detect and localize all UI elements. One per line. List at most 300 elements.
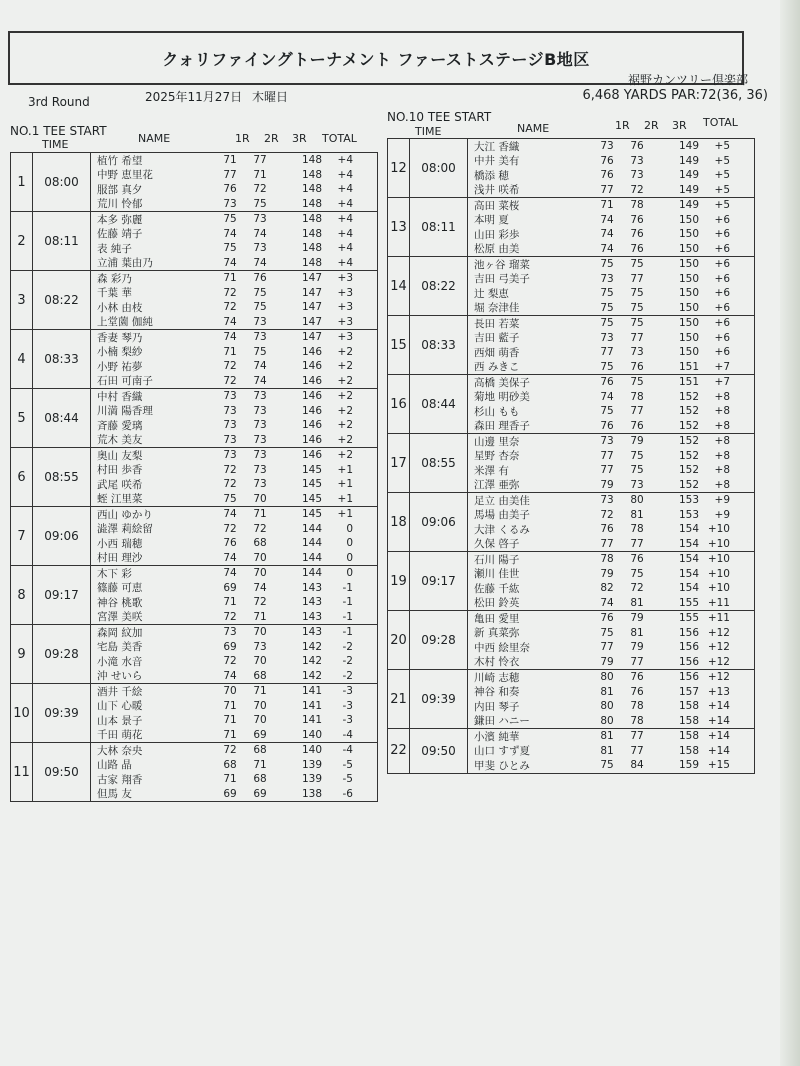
- round2-score: 73: [253, 478, 267, 491]
- player-list: [468, 493, 755, 552]
- to-par-score: +8: [714, 464, 730, 477]
- to-par-score: +6: [714, 346, 730, 359]
- round1-score: 76: [600, 523, 614, 536]
- total-strokes: 152: [678, 419, 700, 432]
- to-par-score: -6: [342, 787, 353, 800]
- group-number: 21: [388, 670, 410, 729]
- no1-tee-table: [10, 152, 378, 802]
- tee-time: 09:39: [33, 684, 91, 743]
- total-strokes: 147: [301, 301, 323, 314]
- to-par-score: +10: [707, 537, 730, 550]
- round1-score: 74: [600, 242, 614, 255]
- player-name: 山口 すず夏: [474, 745, 530, 758]
- player-row: [468, 419, 754, 434]
- round1-score: 74: [600, 228, 614, 241]
- to-par-score: +14: [707, 744, 730, 757]
- tee-time: 08:22: [33, 271, 91, 330]
- round1-score: 75: [223, 213, 237, 226]
- player-row: [91, 197, 377, 212]
- tee-time: 08:44: [33, 389, 91, 448]
- player-name: 千田 萌花: [97, 729, 143, 742]
- group-number: 17: [388, 434, 410, 493]
- to-par-score: +3: [337, 286, 353, 299]
- total-strokes: 143: [301, 581, 323, 594]
- player-name: 小野 祐夢: [97, 360, 143, 373]
- total-strokes: 139: [301, 758, 323, 771]
- to-par-score: +3: [337, 315, 353, 328]
- round2-score: 75: [630, 317, 644, 330]
- player-row: [468, 626, 754, 641]
- total-strokes: 154: [678, 537, 700, 550]
- to-par-score: +3: [337, 272, 353, 285]
- tee-time: 08:00: [410, 139, 468, 198]
- player-list: [91, 684, 378, 743]
- total-strokes: 152: [678, 464, 700, 477]
- player-row: [468, 581, 754, 596]
- player-name: 山本 景子: [97, 714, 143, 727]
- total-strokes: 148: [301, 242, 323, 255]
- to-par-score: +6: [714, 287, 730, 300]
- to-par-score: +6: [714, 301, 730, 314]
- player-name: 表 純子: [97, 242, 132, 255]
- group-number: 4: [11, 330, 33, 389]
- round2-score: 73: [253, 213, 267, 226]
- group-number: 7: [11, 507, 33, 566]
- tee-time: 09:06: [33, 507, 91, 566]
- round1-score: 80: [600, 671, 614, 684]
- r1-header: 1R: [615, 119, 630, 132]
- player-name: 神谷 桃歌: [97, 596, 143, 609]
- player-name: 内田 琴子: [474, 700, 520, 713]
- player-name: 荒川 怜郁: [97, 198, 143, 211]
- player-row: [468, 670, 754, 685]
- player-row: [468, 316, 754, 331]
- player-list: [91, 153, 378, 212]
- player-name: 足立 由美佳: [474, 494, 530, 507]
- round1-score: 71: [223, 699, 237, 712]
- round2-score: 70: [253, 567, 267, 580]
- total-strokes: 150: [678, 213, 700, 226]
- round2-score: 76: [630, 419, 644, 432]
- round2-score: 76: [630, 140, 644, 153]
- total-strokes: 147: [301, 286, 323, 299]
- total-strokes: 158: [678, 714, 700, 727]
- round2-score: 70: [253, 492, 267, 505]
- player-list: [91, 389, 378, 448]
- player-name: 大津 くるみ: [474, 523, 530, 536]
- round2-score: 73: [630, 169, 644, 182]
- player-name: 西山 ゆかり: [97, 508, 153, 521]
- round2-score: 68: [253, 537, 267, 550]
- total-strokes: 158: [678, 744, 700, 757]
- player-row: [468, 286, 754, 301]
- player-row: [468, 345, 754, 360]
- round1-score: 75: [600, 626, 614, 639]
- player-row: [468, 478, 754, 493]
- to-par-score: +1: [337, 463, 353, 476]
- to-par-score: -3: [342, 699, 353, 712]
- total-strokes: 150: [678, 228, 700, 241]
- player-row: [91, 743, 377, 758]
- round2-score: 73: [630, 346, 644, 359]
- no10-tee-block: [387, 110, 755, 774]
- player-name: 西 みきこ: [474, 361, 520, 374]
- round1-score: 80: [600, 714, 614, 727]
- to-par-score: -1: [342, 581, 353, 594]
- round1-score: 72: [223, 655, 237, 668]
- round1-score: 75: [600, 258, 614, 271]
- to-par-score: +4: [337, 242, 353, 255]
- to-par-score: +5: [714, 183, 730, 196]
- round2-score: 77: [630, 405, 644, 418]
- no1-tee-block: [10, 124, 378, 802]
- to-par-score: +4: [337, 227, 353, 240]
- group-number: 5: [11, 389, 33, 448]
- round2-score: 71: [253, 758, 267, 771]
- group-number: 18: [388, 493, 410, 552]
- round1-score: 74: [223, 669, 237, 682]
- pairing-row: [388, 552, 755, 611]
- total-strokes: 146: [301, 390, 323, 403]
- tee-time: 09:17: [33, 566, 91, 625]
- tee-time: 08:00: [33, 153, 91, 212]
- tee-time: 09:28: [33, 625, 91, 684]
- r2-header: 2R: [264, 132, 279, 145]
- club-name: 裾野カンツリー倶楽部: [627, 73, 748, 87]
- to-par-score: +8: [714, 419, 730, 432]
- round2-score: 77: [253, 154, 267, 167]
- total-strokes: 155: [678, 612, 700, 625]
- player-name: 石田 可南子: [97, 375, 153, 388]
- total-strokes: 153: [678, 508, 700, 521]
- round1-score: 72: [223, 463, 237, 476]
- group-number: 10: [11, 684, 33, 743]
- to-par-score: +8: [714, 478, 730, 491]
- round2-score: 77: [630, 331, 644, 344]
- player-list: [91, 448, 378, 507]
- tee-time: 09:50: [410, 729, 468, 774]
- player-row: [468, 272, 754, 287]
- player-list: [468, 434, 755, 493]
- player-name: 吉田 藍子: [474, 332, 520, 345]
- round1-score: 74: [600, 390, 614, 403]
- player-name: 鎌田 ハニー: [474, 715, 530, 728]
- to-par-score: +13: [707, 685, 730, 698]
- round-label: 3rd Round: [28, 95, 90, 109]
- pairing-row: [11, 625, 378, 684]
- to-par-score: -4: [342, 744, 353, 757]
- player-name: 甲斐 ひとみ: [474, 759, 530, 772]
- total-strokes: 154: [678, 553, 700, 566]
- player-row: [91, 772, 377, 787]
- name-header: NAME: [517, 122, 550, 135]
- player-name: 奥山 友梨: [97, 449, 143, 462]
- round1-score: 72: [223, 360, 237, 373]
- to-par-score: +5: [714, 199, 730, 212]
- group-number: 13: [388, 198, 410, 257]
- player-name: 村田 歩香: [97, 464, 143, 477]
- round1-score: 69: [223, 581, 237, 594]
- to-par-score: +6: [714, 228, 730, 241]
- round1-score: 74: [223, 331, 237, 344]
- player-row: [91, 787, 377, 802]
- player-name: 橋添 穂: [474, 169, 509, 182]
- to-par-score: +6: [714, 317, 730, 330]
- round1-score: 77: [223, 168, 237, 181]
- player-row: [91, 699, 377, 714]
- to-par-score: +2: [337, 419, 353, 432]
- player-row: [91, 522, 377, 537]
- round1-score: 75: [600, 759, 614, 772]
- player-row: [468, 537, 754, 552]
- total-strokes: 157: [678, 685, 700, 698]
- round2-score: 68: [253, 744, 267, 757]
- no10-tee-header: [387, 110, 755, 138]
- player-name: 澁澤 莉絵留: [97, 523, 153, 536]
- round2-score: 76: [630, 228, 644, 241]
- total-strokes: 156: [678, 641, 700, 654]
- to-par-score: -1: [342, 610, 353, 623]
- player-name: 佐藤 靖子: [97, 228, 143, 241]
- player-name: 松田 鈴英: [474, 597, 520, 610]
- to-par-score: 0: [346, 551, 353, 564]
- player-row: [91, 315, 377, 330]
- round2-score: 81: [630, 508, 644, 521]
- tee-time: 08:44: [410, 375, 468, 434]
- tee-time: 09:50: [33, 743, 91, 802]
- player-row: [468, 375, 754, 390]
- round2-score: 75: [630, 287, 644, 300]
- total-strokes: 139: [301, 773, 323, 786]
- player-row: [91, 359, 377, 374]
- pairing-row: [11, 330, 378, 389]
- tee-time: 09:06: [410, 493, 468, 552]
- pairing-row: [11, 507, 378, 566]
- round2-score: 71: [253, 610, 267, 623]
- round1-score: 77: [600, 346, 614, 359]
- round1-score: 73: [223, 433, 237, 446]
- round1-score: 71: [223, 714, 237, 727]
- round1-score: 75: [600, 317, 614, 330]
- round1-score: 71: [223, 728, 237, 741]
- round2-score: 73: [253, 242, 267, 255]
- to-par-score: +7: [714, 376, 730, 389]
- total-strokes: 156: [678, 655, 700, 668]
- to-par-score: +6: [714, 331, 730, 344]
- to-par-score: 0: [346, 522, 353, 535]
- player-name: 酒井 千絵: [97, 685, 143, 698]
- player-row: [91, 640, 377, 655]
- date-label: 2025年11月27日: [145, 90, 243, 104]
- total-strokes: 146: [301, 433, 323, 446]
- player-row: [468, 522, 754, 537]
- player-row: [91, 271, 377, 286]
- player-name: 長田 若菜: [474, 317, 520, 330]
- round1-score: 76: [600, 154, 614, 167]
- player-row: [91, 241, 377, 256]
- weekday-label: 木曜日: [252, 90, 289, 104]
- player-row: [91, 256, 377, 271]
- round2-score: 74: [253, 227, 267, 240]
- round1-score: 77: [600, 641, 614, 654]
- total-strokes: 143: [301, 610, 323, 623]
- player-name: 小濱 純華: [474, 730, 520, 743]
- player-name: 森 彩乃: [97, 272, 132, 285]
- player-row: [91, 389, 377, 404]
- to-par-score: +8: [714, 435, 730, 448]
- r2-header: 2R: [644, 119, 659, 132]
- round1-score: 76: [600, 376, 614, 389]
- to-par-score: +4: [337, 183, 353, 196]
- round2-score: 79: [630, 641, 644, 654]
- player-name: 松原 由美: [474, 243, 520, 256]
- total-strokes: 149: [678, 183, 700, 196]
- to-par-score: +2: [337, 433, 353, 446]
- total-strokes: 144: [301, 522, 323, 535]
- player-list: [91, 743, 378, 802]
- player-name: 亀田 愛里: [474, 612, 520, 625]
- round1-score: 73: [223, 197, 237, 210]
- tee-time: 08:33: [33, 330, 91, 389]
- round2-score: 73: [253, 315, 267, 328]
- name-header: NAME: [138, 132, 171, 145]
- round1-score: 73: [600, 435, 614, 448]
- group-number: 22: [388, 729, 410, 774]
- total-strokes: 158: [678, 700, 700, 713]
- round2-score: 77: [630, 744, 644, 757]
- player-row: [91, 477, 377, 492]
- to-par-score: -5: [342, 773, 353, 786]
- to-par-score: +1: [337, 478, 353, 491]
- round1-score: 72: [223, 610, 237, 623]
- player-row: [468, 139, 754, 154]
- to-par-score: +2: [337, 390, 353, 403]
- round2-score: 73: [253, 449, 267, 462]
- total-strokes: 150: [678, 258, 700, 271]
- round2-score: 79: [630, 435, 644, 448]
- round1-score: 77: [600, 449, 614, 462]
- player-row: [468, 744, 754, 759]
- round2-score: 73: [253, 404, 267, 417]
- player-name: 大江 香織: [474, 140, 520, 153]
- round2-score: 75: [630, 376, 644, 389]
- player-row: [468, 685, 754, 700]
- player-row: [91, 300, 377, 315]
- to-par-score: -5: [342, 758, 353, 771]
- to-par-score: +9: [714, 494, 730, 507]
- to-par-score: -4: [342, 728, 353, 741]
- player-row: [468, 183, 754, 198]
- total-strokes: 152: [678, 405, 700, 418]
- to-par-score: +11: [707, 596, 730, 609]
- total-strokes: 144: [301, 551, 323, 564]
- round1-score: 76: [600, 419, 614, 432]
- player-name: 山邊 里奈: [474, 435, 520, 448]
- player-list: [91, 507, 378, 566]
- round2-score: 74: [253, 374, 267, 387]
- round2-score: 73: [253, 331, 267, 344]
- player-name: 植竹 希望: [97, 154, 143, 167]
- round1-score: 68: [223, 758, 237, 771]
- total-strokes: 150: [678, 346, 700, 359]
- round1-score: 75: [600, 301, 614, 314]
- to-par-score: +4: [337, 154, 353, 167]
- round1-score: 79: [600, 655, 614, 668]
- tee-start-label: NO.10 TEE START: [387, 110, 492, 124]
- r1-header: 1R: [235, 132, 250, 145]
- total-strokes: 145: [301, 463, 323, 476]
- no10-tee-table: [387, 138, 755, 774]
- to-par-score: +10: [707, 567, 730, 580]
- round2-score: 75: [630, 301, 644, 314]
- total-strokes: 152: [678, 390, 700, 403]
- to-par-score: +4: [337, 213, 353, 226]
- player-row: [468, 552, 754, 567]
- round1-score: 73: [600, 140, 614, 153]
- player-name: 宅島 美香: [97, 641, 143, 654]
- round2-score: 72: [630, 183, 644, 196]
- player-row: [468, 331, 754, 346]
- round1-score: 71: [223, 272, 237, 285]
- yards-par: 6,468 YARDS PAR:72(36, 36): [582, 88, 768, 103]
- to-par-score: +6: [714, 272, 730, 285]
- total-strokes: 146: [301, 449, 323, 462]
- total-header: TOTAL: [703, 116, 738, 129]
- tee-time: 08:11: [33, 212, 91, 271]
- tee-time: 09:17: [410, 552, 468, 611]
- r3-header: 3R: [292, 132, 307, 145]
- player-row: [468, 655, 754, 670]
- player-row: [468, 699, 754, 714]
- to-par-score: 0: [346, 537, 353, 550]
- player-name: 小楠 梨紗: [97, 346, 143, 359]
- round2-score: 70: [253, 655, 267, 668]
- to-par-score: +3: [337, 331, 353, 344]
- round2-score: 76: [630, 553, 644, 566]
- player-row: [91, 463, 377, 478]
- round2-score: 75: [630, 258, 644, 271]
- player-name: 神谷 和奏: [474, 686, 520, 699]
- player-row: [468, 493, 754, 508]
- player-row: [468, 154, 754, 169]
- round2-score: 75: [253, 197, 267, 210]
- round1-score: 69: [223, 640, 237, 653]
- round1-score: 72: [223, 522, 237, 535]
- player-row: [91, 212, 377, 227]
- player-row: [91, 286, 377, 301]
- to-par-score: +4: [337, 197, 353, 210]
- player-name: 村田 理沙: [97, 552, 143, 565]
- round2-score: 73: [253, 463, 267, 476]
- pairing-row: [11, 684, 378, 743]
- player-name: 杉山 もも: [474, 405, 520, 418]
- round1-score: 73: [223, 626, 237, 639]
- round2-score: 68: [253, 669, 267, 682]
- total-strokes: 159: [678, 759, 700, 772]
- group-number: 15: [388, 316, 410, 375]
- tournament-title: クォリファイングトーナメント ファーストステージB地区: [8, 31, 744, 85]
- to-par-score: +14: [707, 730, 730, 743]
- player-row: [468, 213, 754, 228]
- player-row: [468, 301, 754, 316]
- player-list: [91, 212, 378, 271]
- total-strokes: 146: [301, 345, 323, 358]
- to-par-score: 0: [346, 567, 353, 580]
- player-row: [91, 566, 377, 581]
- player-row: [91, 610, 377, 625]
- player-name: 新 真菜弥: [474, 627, 520, 640]
- round2-score: 70: [253, 699, 267, 712]
